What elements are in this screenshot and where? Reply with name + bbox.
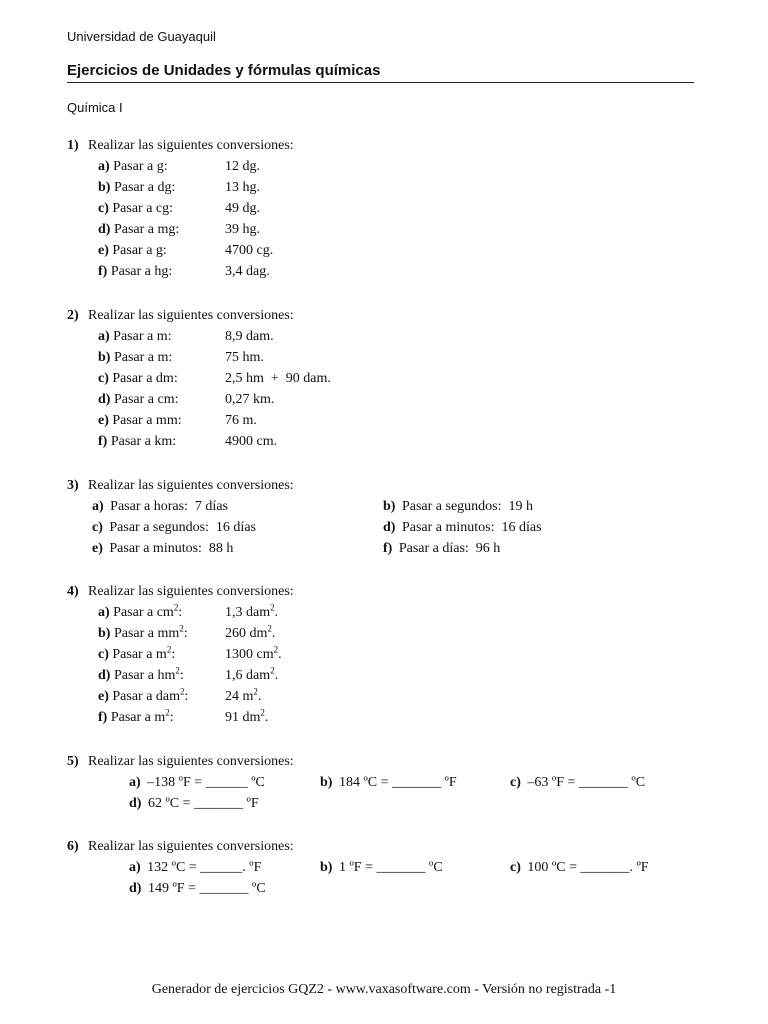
exponent: 2 bbox=[166, 644, 172, 655]
exponent: 2 bbox=[179, 623, 184, 634]
item-letter: d) bbox=[383, 520, 396, 535]
item-label: Pasar a dg: bbox=[113, 180, 176, 195]
list-item bbox=[129, 772, 265, 793]
question-number: 3) bbox=[67, 478, 79, 493]
punct: : bbox=[169, 710, 174, 725]
item-letter: e) bbox=[98, 243, 109, 258]
exponent: 2 bbox=[165, 707, 170, 718]
item-letter: b) bbox=[98, 180, 111, 195]
item-letter: c) bbox=[510, 860, 521, 875]
item-letter: f) bbox=[98, 710, 108, 725]
question-prompt: Realizar las siguientes conversiones: bbox=[88, 308, 294, 323]
item-letter: b) bbox=[98, 626, 111, 641]
list-item bbox=[320, 772, 457, 793]
list-item bbox=[67, 326, 707, 347]
item-text: Pasar a días: 96 h bbox=[398, 541, 501, 556]
list-item bbox=[67, 261, 707, 282]
item-label: Pasar a g: bbox=[113, 159, 168, 174]
item-letter: c) bbox=[92, 520, 103, 535]
item-label: Pasar a cm bbox=[113, 605, 174, 620]
item-letter: e) bbox=[98, 689, 109, 704]
institution-name: Universidad de Guayaquil bbox=[67, 29, 216, 44]
exponent: 2 bbox=[260, 707, 265, 718]
item-value: 260 dm bbox=[225, 626, 268, 641]
item-label: Pasar a km: bbox=[110, 434, 177, 449]
list-item bbox=[67, 347, 707, 368]
item-value: 1,6 dam bbox=[225, 668, 271, 683]
item-value: 91 dm bbox=[225, 710, 261, 725]
list-item bbox=[67, 368, 707, 389]
item-text: 149 ºF = _______ ºC bbox=[147, 881, 266, 896]
question-number: 2) bbox=[67, 308, 79, 323]
item-label: Pasar a m bbox=[112, 647, 167, 662]
item-label: Pasar a dm: bbox=[112, 371, 178, 386]
list-item bbox=[320, 857, 443, 878]
item-value: 76 m. bbox=[225, 413, 257, 428]
item-letter: b) bbox=[320, 775, 333, 790]
list-item bbox=[67, 240, 707, 261]
item-text: Pasar a segundos: 19 h bbox=[401, 499, 533, 514]
question-3 bbox=[67, 475, 707, 559]
title-divider bbox=[67, 82, 694, 83]
exponent: 2 bbox=[270, 665, 275, 676]
item-text: Pasar a minutos: 16 días bbox=[401, 520, 542, 535]
item-letter: a) bbox=[98, 605, 110, 620]
item-label: Pasar a hm bbox=[113, 668, 176, 683]
punct: . bbox=[274, 605, 279, 620]
question-5 bbox=[67, 751, 707, 814]
item-value: 4900 cm. bbox=[225, 434, 278, 449]
item-value: 49 dg. bbox=[225, 201, 260, 216]
item-value: 75 hm. bbox=[225, 350, 264, 365]
list-item bbox=[383, 538, 500, 559]
list-item bbox=[129, 857, 261, 878]
list-item bbox=[67, 410, 707, 431]
punct: . bbox=[274, 668, 279, 683]
punct: : bbox=[178, 605, 183, 620]
item-letter: a) bbox=[129, 775, 141, 790]
item-letter: f) bbox=[98, 264, 108, 279]
item-text: Pasar a segundos: 16 días bbox=[109, 520, 256, 535]
question-prompt: Realizar las siguientes conversiones: bbox=[88, 478, 294, 493]
question-prompt: Realizar las siguientes conversiones: bbox=[88, 754, 294, 769]
question-prompt: Realizar las siguientes conversiones: bbox=[88, 584, 294, 599]
list-item bbox=[67, 602, 707, 623]
item-letter: f) bbox=[383, 541, 393, 556]
footer-note: Generador de ejercicios GQZ2 - www.vaxasoftware.com - Versión no registrada -1 bbox=[151, 982, 617, 997]
question-number: 5) bbox=[67, 754, 79, 769]
item-letter: a) bbox=[92, 499, 104, 514]
item-letter: d) bbox=[129, 796, 142, 811]
item-letter: d) bbox=[129, 881, 142, 896]
list-item bbox=[129, 793, 259, 814]
item-text: 1 ºF = _______ ºC bbox=[338, 860, 443, 875]
item-letter: d) bbox=[98, 222, 111, 237]
list-item bbox=[67, 707, 707, 728]
item-label: Pasar a m: bbox=[113, 329, 172, 344]
item-value: 4700 cg. bbox=[225, 243, 274, 258]
item-label: Pasar a cg: bbox=[112, 201, 174, 216]
list-item bbox=[92, 496, 228, 517]
item-label: Pasar a mg: bbox=[113, 222, 180, 237]
item-text: Pasar a minutos: 88 h bbox=[109, 541, 234, 556]
item-text: 62 ºC = _______ ºF bbox=[147, 796, 259, 811]
question-number: 1) bbox=[67, 138, 79, 153]
item-letter: c) bbox=[98, 201, 109, 216]
list-item bbox=[92, 538, 233, 559]
list-item bbox=[129, 878, 266, 899]
item-letter: e) bbox=[92, 541, 103, 556]
list-item bbox=[67, 156, 707, 177]
item-letter: a) bbox=[98, 159, 110, 174]
item-value: 2,5 hm + 90 dam. bbox=[225, 371, 331, 386]
exponent: 2 bbox=[173, 602, 179, 613]
item-text: 184 ºC = _______ ºF bbox=[338, 775, 457, 790]
item-label: Pasar a m bbox=[110, 710, 166, 725]
item-label: Pasar a mm: bbox=[112, 413, 182, 428]
item-text: 132 ºC = ______. ºF bbox=[147, 860, 262, 875]
item-label: Pasar a mm bbox=[113, 626, 180, 641]
item-value: 0,27 km. bbox=[225, 392, 275, 407]
question-6 bbox=[67, 836, 707, 899]
punct: . bbox=[257, 689, 262, 704]
list-item bbox=[510, 857, 649, 878]
item-value: 12 dg. bbox=[225, 159, 260, 174]
list-item bbox=[67, 686, 707, 707]
item-text: 100 ºC = _______. ºF bbox=[527, 860, 649, 875]
list-item bbox=[510, 772, 645, 793]
question-1 bbox=[67, 135, 707, 282]
item-letter: b) bbox=[98, 350, 111, 365]
list-item bbox=[67, 198, 707, 219]
item-text: –63 ºF = _______ ºC bbox=[527, 775, 646, 790]
item-letter: c) bbox=[510, 775, 521, 790]
item-value: 24 m bbox=[225, 689, 254, 704]
exponent: 2 bbox=[175, 665, 180, 676]
item-label: Pasar a dam bbox=[112, 689, 181, 704]
item-letter: c) bbox=[98, 371, 109, 386]
list-item bbox=[67, 219, 707, 240]
page-title: Ejercicios de Unidades y fórmulas químicas bbox=[67, 62, 381, 79]
item-letter: d) bbox=[98, 392, 111, 407]
list-item bbox=[383, 496, 533, 517]
exponent: 2 bbox=[253, 686, 258, 697]
punct: : bbox=[184, 689, 189, 704]
item-value: 3,4 dag. bbox=[225, 264, 270, 279]
item-label: Pasar a cm: bbox=[113, 392, 179, 407]
item-letter: d) bbox=[98, 668, 111, 683]
item-label: Pasar a g: bbox=[112, 243, 167, 258]
list-item bbox=[67, 389, 707, 410]
item-value: 39 hg. bbox=[225, 222, 260, 237]
punct: : bbox=[179, 668, 184, 683]
item-letter: b) bbox=[320, 860, 333, 875]
exponent: 2 bbox=[270, 602, 275, 613]
item-letter: e) bbox=[98, 413, 109, 428]
item-letter: a) bbox=[98, 329, 110, 344]
list-item bbox=[67, 644, 707, 665]
item-label: Pasar a m: bbox=[113, 350, 173, 365]
punct: . bbox=[278, 647, 282, 662]
item-letter: f) bbox=[98, 434, 108, 449]
item-letter: b) bbox=[383, 499, 396, 514]
exponent: 2 bbox=[180, 686, 185, 697]
item-value: 1,3 dam bbox=[225, 605, 271, 620]
punct: . bbox=[271, 626, 276, 641]
exponent: 2 bbox=[273, 644, 279, 655]
question-prompt: Realizar las siguientes conversiones: bbox=[88, 839, 294, 854]
question-number: 4) bbox=[67, 584, 79, 599]
list-item bbox=[67, 177, 707, 198]
list-item bbox=[67, 431, 707, 452]
item-label: Pasar a hg: bbox=[110, 264, 173, 279]
item-value: 1300 cm bbox=[225, 647, 274, 662]
item-text: –138 ºF = ______ ºC bbox=[147, 775, 265, 790]
list-item bbox=[67, 623, 707, 644]
item-value: 8,9 dam. bbox=[225, 329, 274, 344]
question-4 bbox=[67, 581, 707, 728]
exponent: 2 bbox=[267, 623, 272, 634]
punct: : bbox=[171, 647, 176, 662]
list-item bbox=[67, 665, 707, 686]
item-letter: a) bbox=[129, 860, 141, 875]
punct: . bbox=[264, 710, 269, 725]
punct: : bbox=[183, 626, 188, 641]
question-2 bbox=[67, 305, 707, 452]
question-prompt: Realizar las siguientes conversiones: bbox=[88, 138, 294, 153]
item-letter: c) bbox=[98, 647, 109, 662]
list-item bbox=[92, 517, 256, 538]
question-number: 6) bbox=[67, 839, 79, 854]
item-text: Pasar a horas: 7 días bbox=[110, 499, 228, 514]
course-name: Química I bbox=[67, 100, 123, 115]
list-item bbox=[383, 517, 542, 538]
item-value: 13 hg. bbox=[225, 180, 260, 195]
